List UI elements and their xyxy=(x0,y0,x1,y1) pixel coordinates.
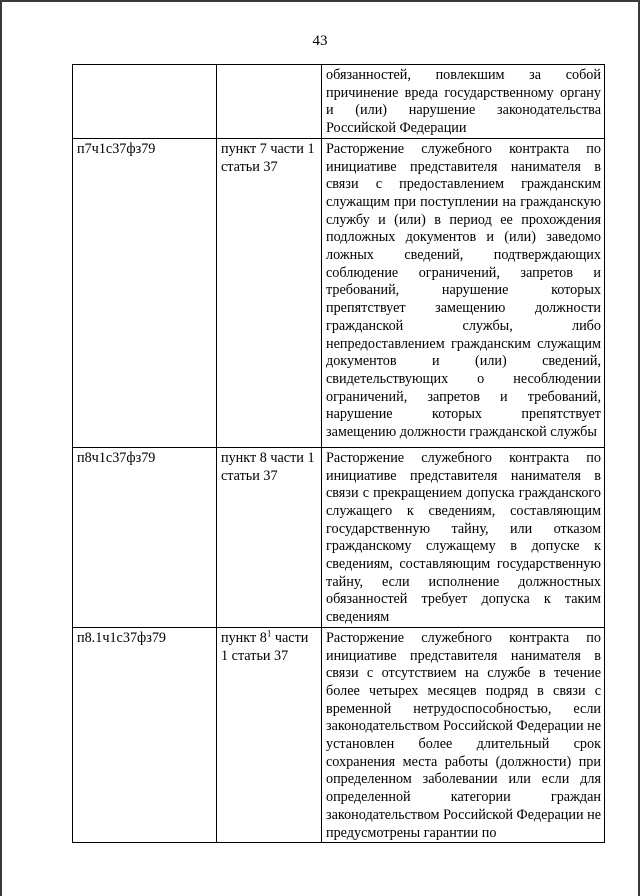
code-cell: п8.1ч1с37фз79 xyxy=(73,627,217,842)
scan-border-left xyxy=(0,0,2,896)
page-number: 43 xyxy=(312,33,328,49)
code-cell: п7ч1с37фз79 xyxy=(73,138,217,447)
description-cell: обязанностей, повлекшим за собой причинение вреда государственному органу и (или) нарушение законодательства Российской Федерации xyxy=(322,65,605,139)
table-row xyxy=(73,65,605,139)
point-cell xyxy=(217,65,322,139)
table-row xyxy=(73,447,605,627)
point-text: пункт 8 xyxy=(221,629,267,646)
description-cell: Расторжение служебного контракта по инициативе представителя нанимателя в связи с отсутствием на службе в течение более четырех месяцев подряд в связи с временной нетрудоспособностью, если законодательством Российской Федерации не установлен более длительный срок сохранения места работы (должности) при определенном заболевании или если для определенной категории граждан законодательством Российской Федерации не предусмотрены гарантии по xyxy=(322,627,605,842)
code-cell xyxy=(73,65,217,139)
description-cell: Расторжение служебного контракта по инициативе представителя нанимателя в связи с предоставлением гражданским служащим при поступлении на гражданскую службу и (или) в период ее прохождения подложных документов и (или) заведомо ложных сведений, подтверждающих соблюдение ограничений, запретов и требований, нарушение которых препятствует замещению должности гражданской службы, либо непредоставлением гражданским служащим документов и (или) сведений, свидетельствующих о несоблюдении ограничений, запретов и требований, нарушение которых препятствует замещению должности гражданской службы xyxy=(322,138,605,447)
codes-table xyxy=(72,64,605,843)
point-superscript: 1 xyxy=(266,628,272,639)
point-cell xyxy=(217,627,322,842)
table-row xyxy=(73,627,605,842)
scan-border-top xyxy=(0,0,640,2)
point-cell: пункт 7 части 1 статьи 37 xyxy=(217,138,322,447)
table-row xyxy=(73,138,605,447)
point-text: части 1 статьи 37 xyxy=(221,629,309,664)
code-cell: п8ч1с37фз79 xyxy=(73,447,217,627)
description-cell: Расторжение служебного контракта по инициативе представителя нанимателя в связи с прекращением допуска гражданского служащего к сведениям, составляющим государственную тайну, или отказом гражданскому служащему в допуске к сведениям, составляющим государственную тайну, если исполнение должностных обязанностей требует допуска к таким сведениям xyxy=(322,447,605,627)
point-cell: пункт 8 части 1 статьи 37 xyxy=(217,447,322,627)
